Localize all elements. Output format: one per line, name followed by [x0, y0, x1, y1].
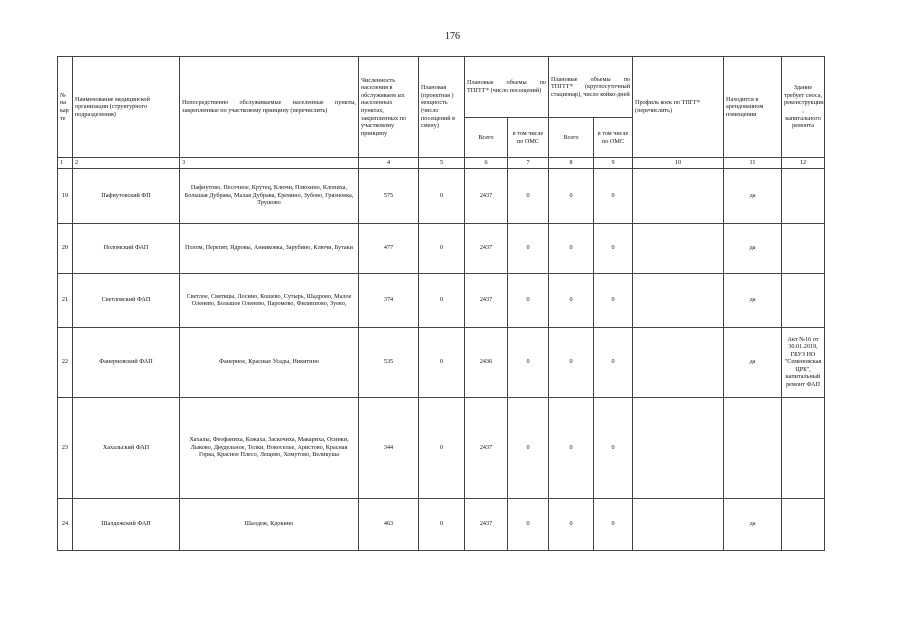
table-row [58, 168, 825, 223]
row-num: 21 [58, 273, 73, 327]
row-beddays: 0 [549, 168, 594, 223]
row-settlements: Шалдеж, Кдокино [180, 498, 359, 550]
column-number: 3 [180, 158, 359, 169]
row-capacity: 0 [419, 168, 465, 223]
row-visits: 2437 [465, 168, 508, 223]
row-beddays: 0 [549, 223, 594, 273]
row-org: Хахальский ФАП [73, 397, 180, 498]
page-number: 176 [445, 31, 460, 42]
row-visits: 2436 [465, 327, 508, 397]
row-rented: да [724, 168, 782, 223]
header-population: Численность населения в обслуживаем ых населенных пунктах, закрепленных по участковому принципу [359, 57, 419, 158]
column-number: 9 [594, 158, 633, 169]
row-visits: 2437 [465, 273, 508, 327]
table-row [58, 397, 825, 498]
row-population: 374 [359, 273, 419, 327]
row-visits-oms: 0 [508, 498, 549, 550]
row-population: 477 [359, 223, 419, 273]
row-reconstruction [782, 498, 825, 550]
row-reconstruction [782, 397, 825, 498]
row-reconstruction [782, 168, 825, 223]
row-beddays-oms: 0 [594, 397, 633, 498]
header-num: № на кар те [58, 57, 73, 158]
row-capacity: 0 [419, 327, 465, 397]
row-capacity: 0 [419, 223, 465, 273]
row-rented: да [724, 327, 782, 397]
table-row [58, 327, 825, 397]
row-org: Фанерновский ФАП [73, 327, 180, 397]
column-number: 4 [359, 158, 419, 169]
row-beddays-oms: 0 [594, 223, 633, 273]
row-visits: 2437 [465, 397, 508, 498]
row-org: Шалдежский ФАП [73, 498, 180, 550]
row-rented: да [724, 498, 782, 550]
row-num: 22 [58, 327, 73, 397]
header-visits-total: Всего [465, 118, 508, 158]
header-beddays-oms: в том числе по ОМС [594, 118, 633, 158]
header-beddays-total: Всего [549, 118, 594, 158]
column-number: 5 [419, 158, 465, 169]
row-settlements: Фанерное, Красные Усады, Никитино [180, 327, 359, 397]
row-visits: 2437 [465, 223, 508, 273]
header-org: Наименование медицинской организации (структурного подразделения) [73, 57, 180, 158]
row-settlements: Хахалы, Феофаниха, Кожаха, Заскочиха, Макариха, Осинки, Лыково, Двудельное, Телки, Новоселье, Аристово, Красная Горка, Красное Плесо, Лещево, Хомутово, Великуша [180, 397, 359, 498]
row-num: 24 [58, 498, 73, 550]
header-rented: Находится в арендованном помещении [724, 57, 782, 158]
row-capacity: 0 [419, 397, 465, 498]
row-population: 535 [359, 327, 419, 397]
row-profile [633, 168, 724, 223]
row-beddays-oms: 0 [594, 327, 633, 397]
column-number: 8 [549, 158, 594, 169]
row-reconstruction [782, 273, 825, 327]
row-beddays-oms: 0 [594, 498, 633, 550]
row-settlements: Пафнутово, Песочное, Крутец, Ключи, Плюхино, Клопиха, Большая Дубрава, Малая Дубрава, Еремино, Зубово, Грязновка, Трушово [180, 168, 359, 223]
table-row [58, 223, 825, 273]
row-profile [633, 397, 724, 498]
row-profile [633, 273, 724, 327]
row-population: 344 [359, 397, 419, 498]
column-number: 11 [724, 158, 782, 169]
row-settlements: Полом, Перепят, Ядровы, Анниковка, Зарубино, Ключи, Бутаки [180, 223, 359, 273]
row-org: Поломский ФАП [73, 223, 180, 273]
column-number: 1 [58, 158, 73, 169]
row-num: 19 [58, 168, 73, 223]
column-number: 10 [633, 158, 724, 169]
row-visits-oms: 0 [508, 397, 549, 498]
row-num: 23 [58, 397, 73, 498]
row-reconstruction: Акт №16 от 30.01.2019, ГБУЗ НО "Семеновская ЦРБ", капитальный ремонт ФАП [782, 327, 825, 397]
header-reconstruction: Здание требует сноса, реконструкции , капитального ремонта [782, 57, 825, 158]
column-number: 2 [73, 158, 180, 169]
header-profile: Профиль коек по ТПГГ* (перечислить) [633, 57, 724, 158]
table-row [58, 273, 825, 327]
header-capacity: Плановая (проектная ) мощность (число посещений в смену) [419, 57, 465, 158]
header-visits-oms: в том числе по ОМС [508, 118, 549, 158]
row-population: 463 [359, 498, 419, 550]
row-beddays-oms: 0 [594, 273, 633, 327]
row-profile [633, 327, 724, 397]
row-capacity: 0 [419, 273, 465, 327]
facilities-table [57, 56, 825, 551]
header-outpatient: Плановые объемы по ТПГГГ* (число посещений) [465, 57, 549, 118]
row-visits-oms: 0 [508, 273, 549, 327]
row-profile [633, 223, 724, 273]
row-settlements: Светлое, Святицы, Лосино, Кошево, Сутырь, Шадрово, Малое Оленево, Большое Оленево, Паромово, Филиппово, Зуево, [180, 273, 359, 327]
row-org: Светловский ФАП [73, 273, 180, 327]
row-capacity: 0 [419, 498, 465, 550]
row-visits-oms: 0 [508, 327, 549, 397]
row-rented [724, 397, 782, 498]
row-beddays: 0 [549, 327, 594, 397]
row-population: 575 [359, 168, 419, 223]
row-org: Пафнутовский ФП [73, 168, 180, 223]
row-visits: 2437 [465, 498, 508, 550]
row-visits-oms: 0 [508, 168, 549, 223]
row-reconstruction [782, 223, 825, 273]
row-rented: да [724, 223, 782, 273]
row-beddays: 0 [549, 498, 594, 550]
row-profile [633, 498, 724, 550]
column-number: 6 [465, 158, 508, 169]
row-rented: да [724, 273, 782, 327]
table-row [58, 498, 825, 550]
row-beddays-oms: 0 [594, 168, 633, 223]
header-inpatient: Плановые объемы по ТПГГГ* (круглосуточный стационар), число койко-дней [549, 57, 633, 118]
row-num: 20 [58, 223, 73, 273]
column-number: 12 [782, 158, 825, 169]
header-settlements: Непосредственно обслуживаемые населенные пункты, закрепленные по участковому принципу (перечислить) [180, 57, 359, 158]
row-beddays: 0 [549, 273, 594, 327]
row-visits-oms: 0 [508, 223, 549, 273]
column-number: 7 [508, 158, 549, 169]
row-beddays: 0 [549, 397, 594, 498]
